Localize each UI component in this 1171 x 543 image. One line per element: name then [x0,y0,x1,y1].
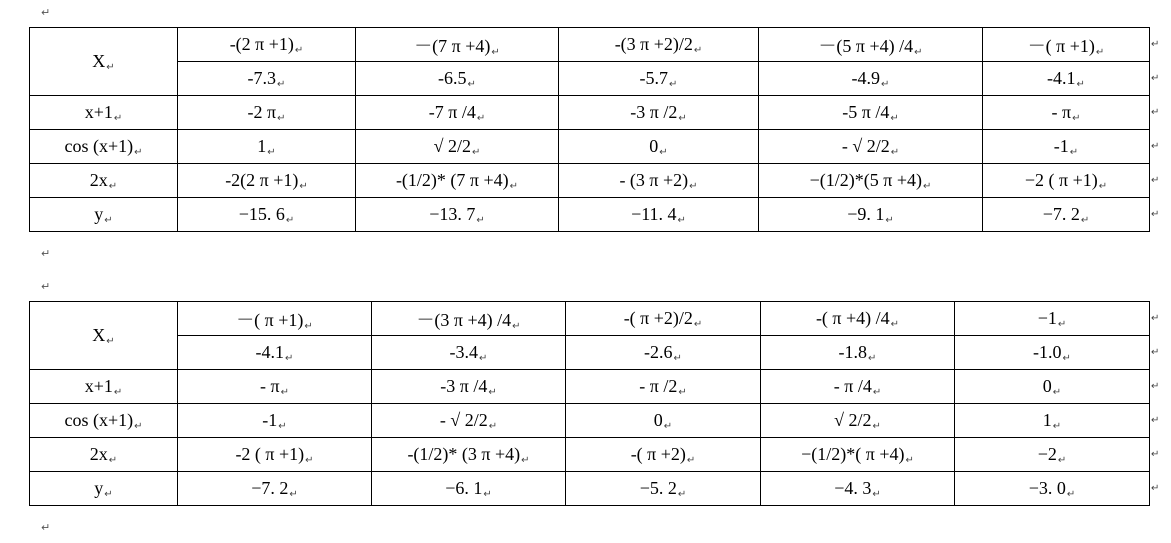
cell-mark: ↵ [669,78,678,90]
table-cell [566,472,761,506]
values-table-1 [29,27,1150,232]
cell-mark: ↵ [483,488,492,500]
cell-value: -2(2 π +1) [225,169,299,190]
table-cell [759,198,983,232]
table-cell [955,302,1150,336]
cell-value: -3 π /4 [440,375,488,396]
paragraph-mark: ↵ [41,6,51,19]
table-cell [759,96,983,130]
row-end-mark: ↵ [1151,313,1160,324]
table-cell [566,404,761,438]
cell-mark: ↵ [922,180,932,192]
table-cell [356,130,559,164]
cell-mark: ↵ [479,352,488,364]
cell-mark: ↵ [512,320,521,332]
table-cell [356,62,559,96]
cell-value: -3.4 [449,341,479,362]
table-cell [356,164,559,198]
table-cell [178,370,372,404]
table-row [30,198,1150,232]
cell-mark: ↵ [304,320,313,332]
cell-value: −7. 2 [1042,203,1080,224]
row-end-mark: ↵ [1151,175,1160,186]
cell-mark: ↵ [488,420,498,432]
cell-mark: ↵ [1052,420,1062,432]
cell-mark: ↵ [868,352,877,364]
cell-value: －(3 π +4) /4 [416,309,512,330]
table-cell [178,302,372,336]
cell-value: - √ 2/2 [439,409,488,430]
table-row [30,302,1150,336]
cell-value: −15. 6 [238,203,285,224]
cell-value: - √ 2/2 [841,135,890,156]
row-end-mark: ↵ [1151,73,1160,84]
cell-value: -3 π /2 [630,101,678,122]
cell-value: −6. 1 [445,477,483,498]
table-cell [759,28,983,62]
table-row [30,164,1150,198]
cell-value: −2 [1037,443,1057,464]
cell-mark: ↵ [872,386,882,398]
cell-value: -(1/2)* (3 π +4) [407,443,521,464]
row-end-mark: ↵ [1151,483,1160,494]
row-end-mark: ↵ [1151,107,1160,118]
row-label [30,130,178,164]
cell-mark: ↵ [881,78,890,90]
table-row [30,336,1150,370]
table-cell [178,130,356,164]
table-cell [559,28,759,62]
table-cell [761,472,955,506]
row-label-text: 2x [89,169,108,190]
table-cell [983,96,1150,130]
cell-mark: ↵ [488,386,497,398]
cell-mark: ↵ [104,214,113,226]
cell-value: −(1/2)*(5 π +4) [809,169,922,190]
cell-mark: ↵ [673,352,682,364]
cell-mark: ↵ [885,214,894,226]
cell-value: -(1/2)* (7 π +4) [395,169,509,190]
cell-mark: ↵ [1072,112,1081,124]
table-cell [559,198,759,232]
cell-value: −7. 2 [251,477,289,498]
cell-mark: ↵ [305,454,314,466]
cell-mark: ↵ [1066,488,1076,500]
cell-value: -2 ( π +1) [235,443,305,464]
table-cell [983,164,1150,198]
table-row [30,438,1150,472]
table-cell [372,404,566,438]
cell-mark: ↵ [476,214,485,226]
paragraph-mark: ↵ [41,247,51,260]
cell-mark: ↵ [108,454,118,466]
cell-value: 0 [1042,375,1052,396]
table-cell [566,438,761,472]
paragraph-mark: ↵ [41,280,51,293]
cell-value: -(2 π +1) [229,33,294,54]
table-cell [372,472,566,506]
cell-value: -( π +2)/2 [623,307,693,328]
table-cell [559,130,759,164]
cell-mark: ↵ [509,180,519,192]
cell-value: - (3 π +2) [619,169,689,190]
row-label-text: x+1 [84,375,113,396]
cell-mark: ↵ [890,146,900,158]
cell-value: 1 [257,135,267,156]
table-cell [566,302,761,336]
row-end-mark: ↵ [1151,39,1160,50]
cell-mark: ↵ [914,46,923,58]
cell-mark: ↵ [689,180,698,192]
cell-value: -2.6 [644,341,673,362]
cell-value: - π /4 [833,375,872,396]
row-label [30,404,178,438]
cell-mark: ↵ [1080,214,1090,226]
cell-mark: ↵ [1069,146,1079,158]
table-cell [356,28,559,62]
table-cell [178,164,356,198]
table-cell [761,370,955,404]
cell-mark: ↵ [1052,386,1062,398]
row-end-mark: ↵ [1151,347,1160,358]
cell-value: -( π +4) /4 [815,307,890,328]
cell-mark: ↵ [285,214,295,226]
table-cell [372,370,566,404]
cell-value: -5 π /4 [842,101,890,122]
cell-mark: ↵ [278,420,287,432]
cell-mark: ↵ [678,112,687,124]
table-cell [983,28,1150,62]
cell-mark: ↵ [134,146,143,158]
table-cell [761,404,955,438]
paragraph-mark: ↵ [41,521,51,534]
cell-value: −9. 1 [847,203,885,224]
row-label-text: x+1 [84,101,113,122]
row-label [30,28,178,96]
cell-mark: ↵ [277,78,286,90]
row-label-text: cos (x+1) [64,409,134,430]
cell-mark: ↵ [299,180,308,192]
cell-value: - π [1051,101,1072,122]
table-cell [566,370,761,404]
cell-value: -4.9 [851,67,881,88]
cell-value: －( π +1) [1027,35,1095,56]
table-cell [955,438,1150,472]
cell-value: −(1/2)*( π +4) [801,443,905,464]
cell-value: −1 [1037,307,1057,328]
cell-mark: ↵ [106,335,115,347]
row-label [30,370,178,404]
table-cell [559,164,759,198]
cell-mark: ↵ [693,318,703,330]
cell-mark: ↵ [134,420,143,432]
cell-mark: ↵ [289,488,298,500]
table-cell [356,96,559,130]
cell-mark: ↵ [472,146,481,158]
cell-value: 0 [653,409,663,430]
cell-value: - π [260,375,280,396]
cell-mark: ↵ [905,454,914,466]
table-cell [761,438,955,472]
table-row [30,62,1150,96]
row-label [30,164,178,198]
cell-mark: ↵ [659,146,668,158]
table-cell [356,198,559,232]
cell-value: −4. 3 [834,477,872,498]
table-cell [955,370,1150,404]
cell-mark: ↵ [677,214,686,226]
table-row [30,370,1150,404]
cell-value: −3. 0 [1028,477,1066,498]
cell-mark: ↵ [663,420,673,432]
cell-mark: ↵ [890,112,899,124]
cell-value: -2 π [247,101,277,122]
row-label-text: X [92,50,106,71]
table-cell [759,130,983,164]
cell-value: 1 [1042,409,1052,430]
cell-mark: ↵ [1095,46,1105,58]
cell-mark: ↵ [491,46,500,58]
cell-mark: ↵ [678,386,687,398]
cell-value: −2 ( π +1) [1024,169,1098,190]
cell-mark: ↵ [1062,352,1071,364]
cell-value: －(5 π +4) /4 [818,35,914,56]
cell-value: -5.7 [639,67,669,88]
cell-mark: ↵ [277,112,286,124]
cell-value: -4.1 [1047,67,1076,88]
cell-mark: ↵ [280,386,289,398]
cell-mark: ↵ [1057,454,1067,466]
table-cell [955,404,1150,438]
table-cell [559,62,759,96]
cell-mark: ↵ [267,146,276,158]
cell-value: √ 2/2 [834,409,872,430]
cell-value: −13. 7 [429,203,476,224]
table-cell [566,336,761,370]
table-row [30,472,1150,506]
table-cell [178,96,356,130]
table-cell [761,302,955,336]
table-row [30,404,1150,438]
row-end-mark: ↵ [1151,415,1160,426]
row-label-text: cos (x+1) [64,135,134,156]
table-cell [559,96,759,130]
cell-mark: ↵ [113,386,123,398]
table-cell [178,336,372,370]
table-cell [759,62,983,96]
row-label [30,438,178,472]
cell-value: -1.8 [838,341,868,362]
table-cell [178,438,372,472]
cell-value: -(3 π +2)/2 [614,33,693,54]
table-cell [372,336,566,370]
cell-mark: ↵ [872,420,881,432]
cell-mark: ↵ [285,352,294,364]
cell-mark: ↵ [890,318,900,330]
row-label [30,302,178,370]
cell-value: −5. 2 [639,477,677,498]
row-label-text: y [94,203,104,224]
table-cell [178,404,372,438]
cell-value: -4.1 [255,341,285,362]
table-cell [178,198,356,232]
table-cell [178,62,356,96]
cell-value: －( π +1) [236,309,304,330]
table-cell [759,164,983,198]
row-label [30,472,178,506]
table-cell [955,336,1150,370]
row-label-text: X [92,324,106,345]
table-cell [983,62,1150,96]
table-row [30,28,1150,62]
cell-mark: ↵ [104,488,113,500]
table-cell [761,336,955,370]
cell-mark: ↵ [476,112,486,124]
cell-value: -1.0 [1033,341,1062,362]
row-label-text: y [94,477,104,498]
row-label-text: 2x [89,443,108,464]
cell-mark: ↵ [872,488,881,500]
table-cell [983,198,1150,232]
cell-mark: ↵ [1076,78,1085,90]
cell-value: -( π +2) [630,443,686,464]
table-cell [178,28,356,62]
cell-mark: ↵ [108,180,118,192]
cell-value: - π /2 [639,375,678,396]
cell-mark: ↵ [1057,318,1067,330]
row-end-mark: ↵ [1151,209,1160,220]
row-end-mark: ↵ [1151,141,1160,152]
cell-mark: ↵ [467,78,476,90]
table-cell [955,472,1150,506]
cell-mark: ↵ [693,44,703,56]
cell-value: −11. 4 [631,203,677,224]
cell-mark: ↵ [113,112,123,124]
table-cell [372,438,566,472]
row-end-mark: ↵ [1151,449,1160,460]
cell-value: √ 2/2 [433,135,471,156]
row-label [30,96,178,130]
cell-mark: ↵ [521,454,530,466]
cell-value: －(7 π +4) [414,35,491,56]
table-cell [983,130,1150,164]
cell-mark: ↵ [677,488,687,500]
cell-value: -1 [262,409,278,430]
cell-value: -6.5 [438,67,467,88]
cell-mark: ↵ [294,44,304,56]
cell-value: -7.3 [247,67,277,88]
cell-mark: ↵ [106,61,115,73]
values-table-2 [29,301,1150,506]
table-cell [178,472,372,506]
cell-mark: ↵ [686,454,696,466]
cell-value: -7 π /4 [428,101,476,122]
table-row [30,130,1150,164]
row-label [30,198,178,232]
cell-value: 0 [649,135,659,156]
table-row [30,96,1150,130]
cell-mark: ↵ [1098,180,1108,192]
table-cell [372,302,566,336]
cell-value: -1 [1053,135,1069,156]
row-end-mark: ↵ [1151,381,1160,392]
